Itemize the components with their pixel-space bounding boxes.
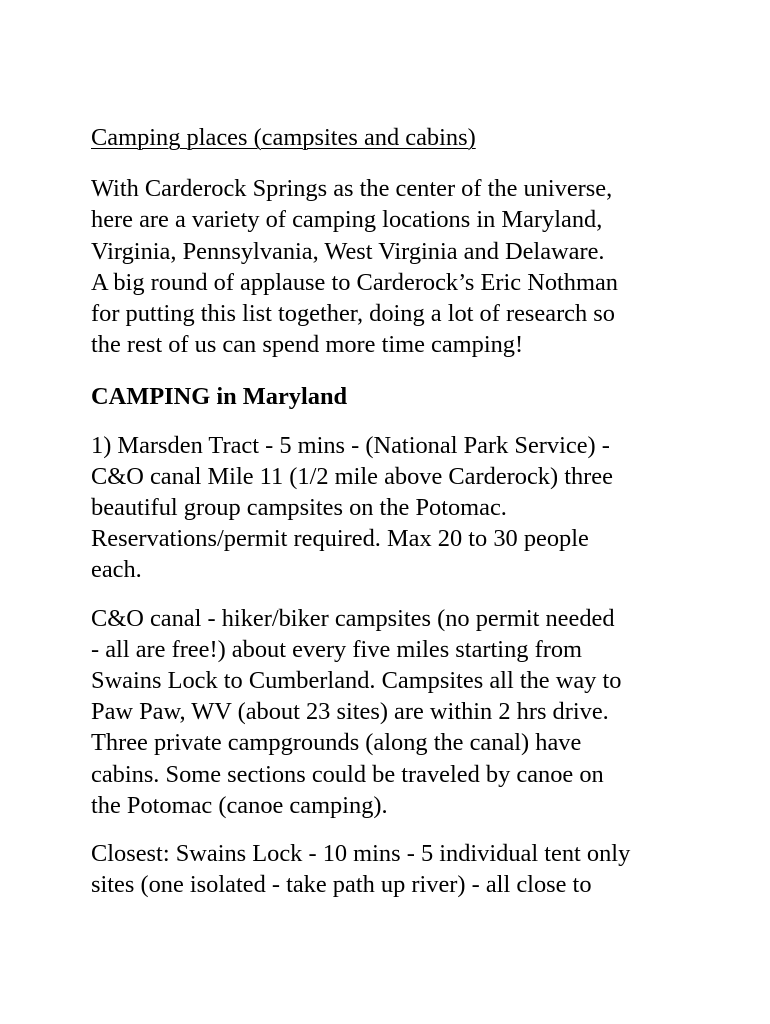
marsden-line: Reservations/permit required. Max 20 to 30 people: [91, 525, 589, 553]
intro-line: A big round of applause to Carderock’s Eric Nothman: [91, 268, 618, 296]
intro-line: the rest of us can spend more time camping!: [91, 331, 524, 359]
intro-line: With Carderock Springs as the center of the universe,: [91, 175, 613, 203]
intro-line: for putting this list together, doing a lot of research so: [91, 300, 615, 328]
canal-line: - all are free!) about every five miles starting from: [91, 635, 582, 663]
canal-line: cabins. Some sections could be traveled by canoe on: [91, 760, 604, 788]
closest-line: sites (one isolated - take path up river) - all close to: [91, 871, 592, 899]
canal-campsites-paragraph: [91, 603, 691, 821]
marsden-line: beautiful group campsites on the Potomac.: [91, 494, 507, 522]
section-title-maryland: CAMPING in Maryland: [91, 383, 348, 411]
marsden-line: C&O canal Mile 11 (1/2 mile above Carderock) three: [91, 462, 613, 490]
intro-line: Virginia, Pennsylvania, West Virginia and Delaware.: [91, 237, 605, 265]
canal-line: C&O canal - hiker/biker campsites (no permit needed: [91, 604, 615, 632]
marsden-line: each.: [91, 556, 142, 584]
intro-line: here are a variety of camping locations in Maryland,: [91, 206, 603, 234]
intro-paragraph: [91, 173, 691, 360]
canal-line: Three private campgrounds (along the canal) have: [91, 729, 582, 757]
closest-campsite-paragraph: [91, 838, 691, 900]
marsden-line: 1) Marsden Tract - 5 mins - (National Park Service) -: [91, 431, 610, 459]
closest-line: Closest: Swains Lock - 10 mins - 5 individual tent only: [91, 840, 631, 868]
canal-line: the Potomac (canoe camping).: [91, 791, 388, 819]
canal-line: Paw Paw, WV (about 23 sites) are within 2 hrs drive.: [91, 698, 609, 726]
canal-line: Swains Lock to Cumberland. Campsites all the way to: [91, 667, 622, 695]
marsden-tract-paragraph: [91, 430, 691, 586]
document-heading: Camping places (campsites and cabins): [91, 124, 476, 151]
document-page: [91, 122, 691, 900]
